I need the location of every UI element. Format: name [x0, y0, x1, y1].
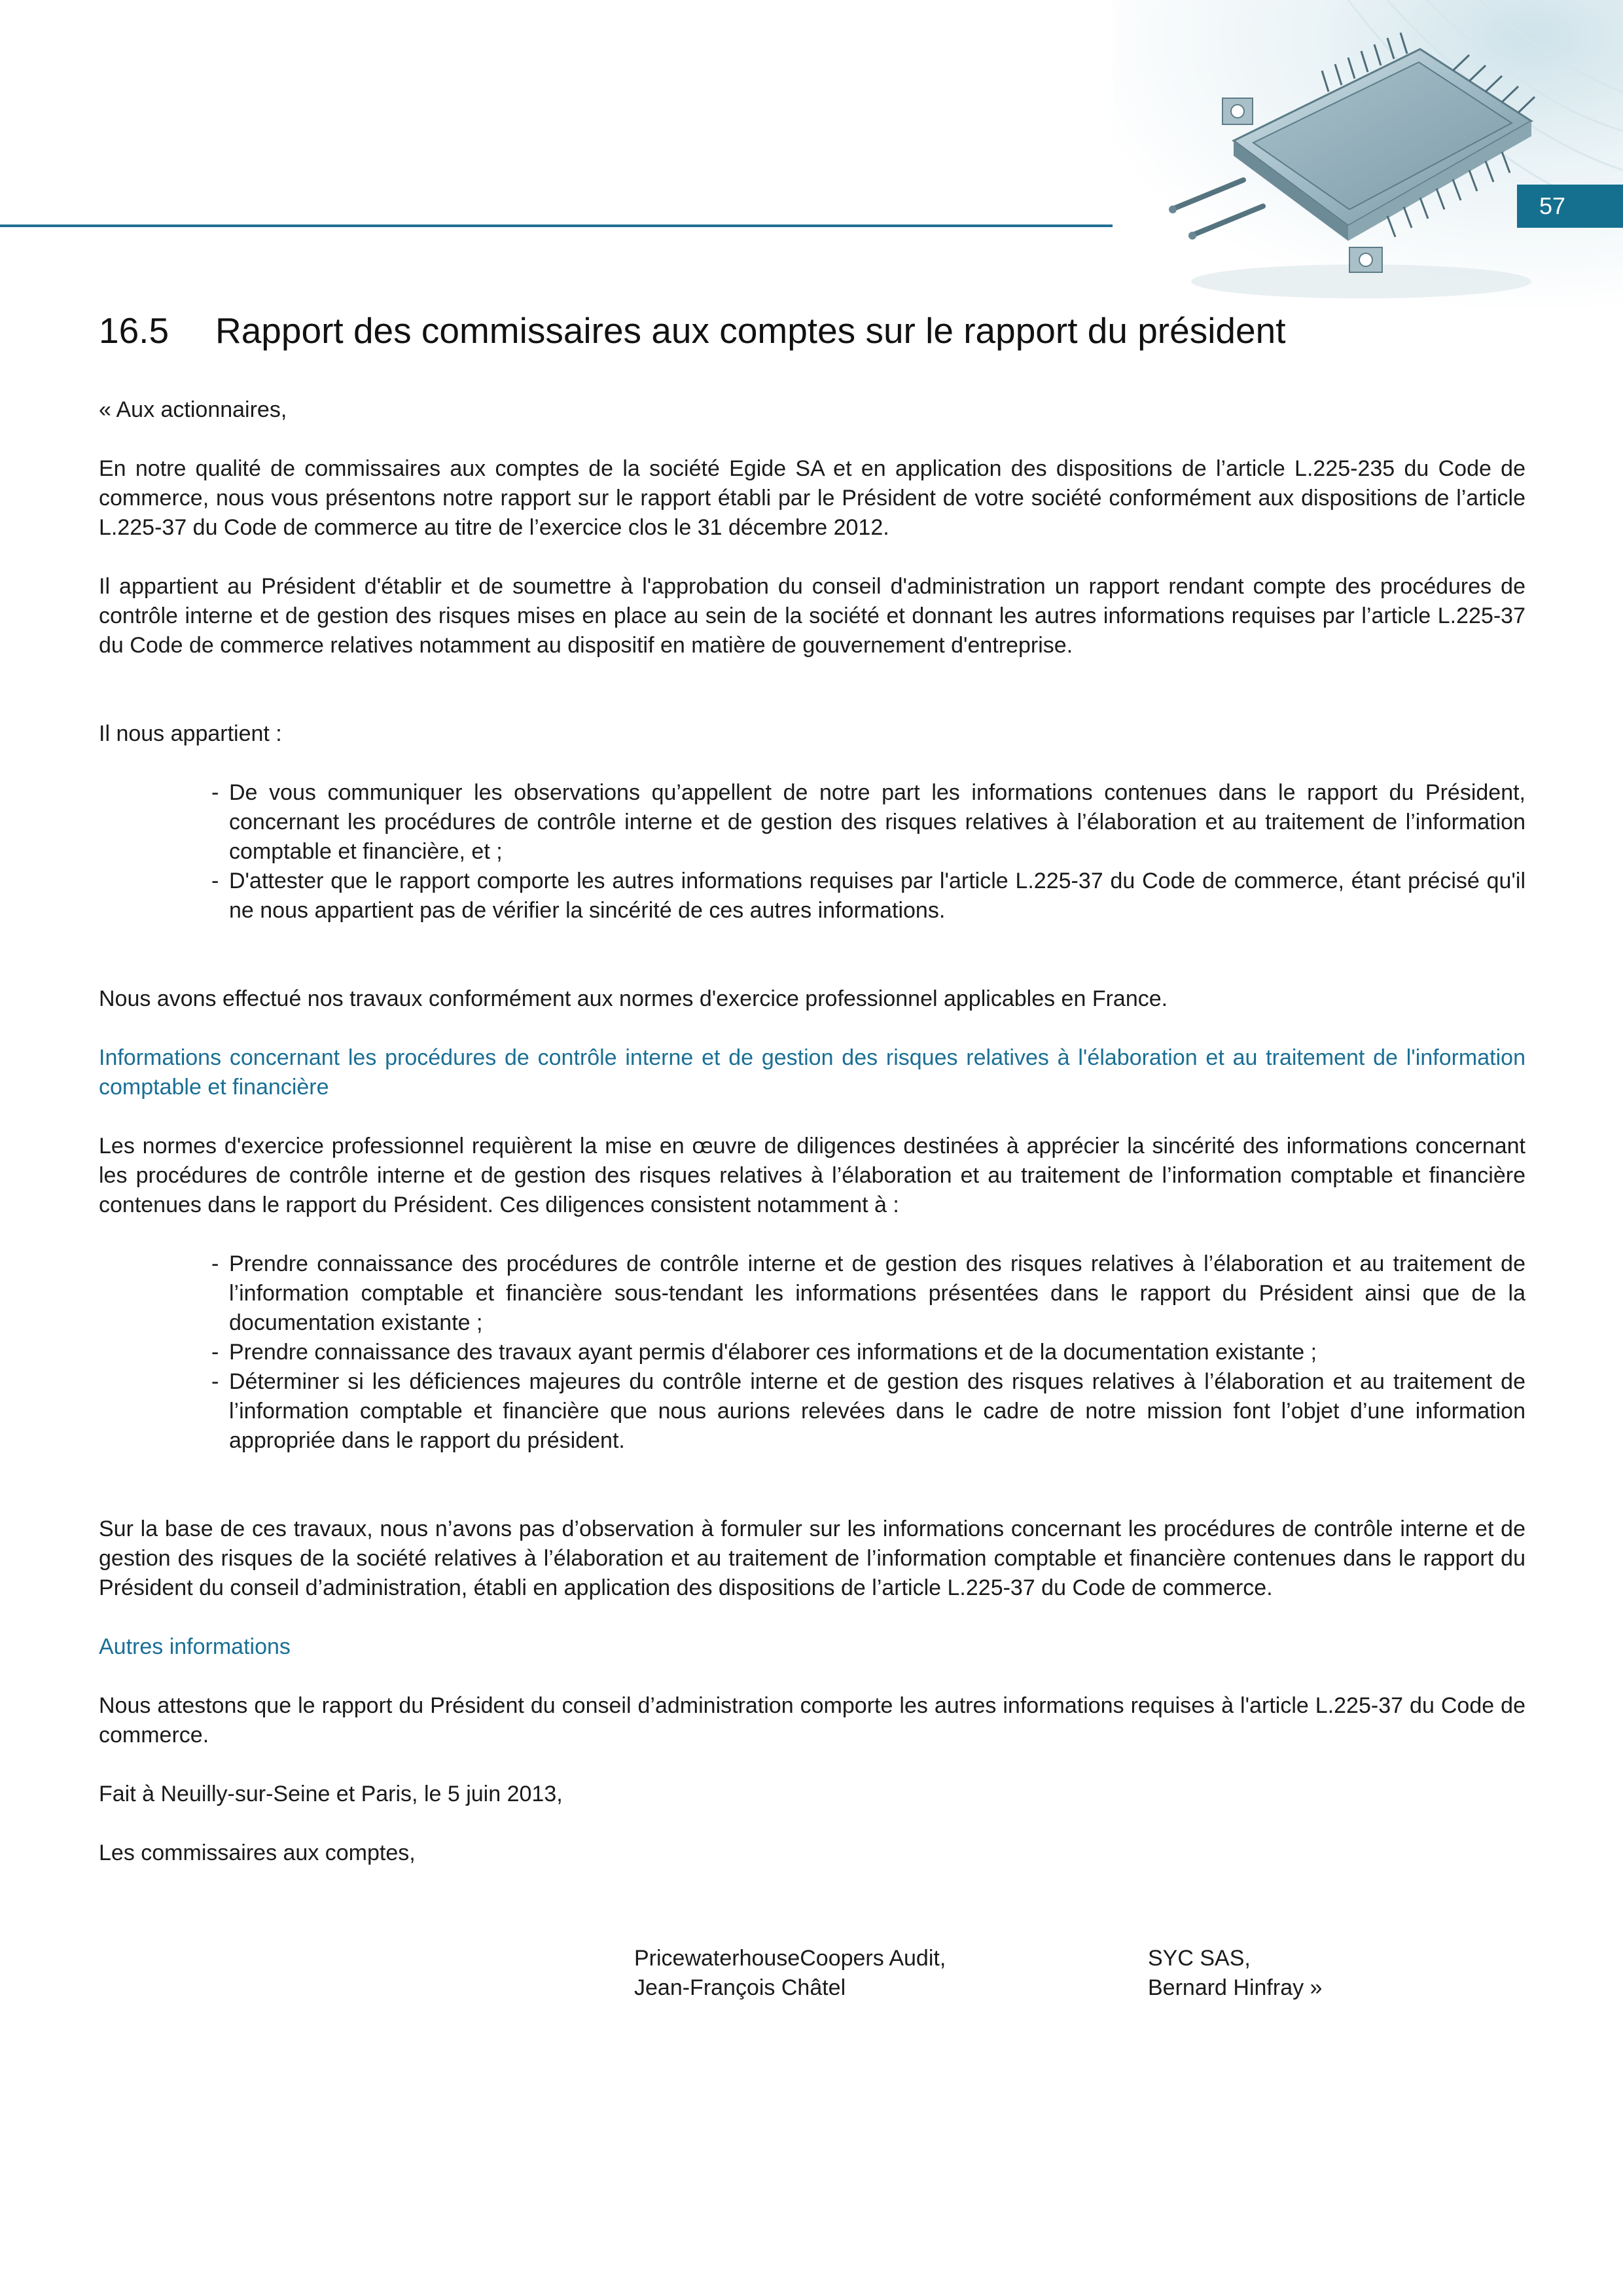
- electronic-package-illustration: [1113, 0, 1623, 308]
- spacer: [99, 955, 1525, 984]
- spacer: [99, 690, 1525, 719]
- signature-person: Bernard Hinfray »: [1148, 1975, 1323, 2000]
- signature-firm: SYC SAS,: [1148, 1946, 1251, 1971]
- responsibilities-list: [99, 778, 1525, 925]
- page-number: 57: [1517, 185, 1623, 228]
- report-content: [99, 308, 1525, 2036]
- closing-line: Les commissaires aux comptes,: [99, 1840, 416, 1865]
- paragraph-diligences: Les normes d'exercice professionnel requièrent la mise en œuvre de diligences destinées à apprécier la sincérité des informations concernant les procédures de contrôle interne et de gestion des risques relatives à l’élaboration et au traitement de l’information comptable et financière contenues dans le rapport du Président. Ces diligences consistent notamment à :: [99, 1134, 1525, 1217]
- paragraph-qualite: En notre qualité de commissaires aux comptes de la société Egide SA et en application des dispositions de l’article L.225-235 du Code de commerce, nous vous présentons notre rapport sur le rapport établi par le Président de votre société conformément aux dispositions de l’article L.225-37 du Code de commerce au titre de l’exercice clos le 31 décembre 2012.: [99, 456, 1525, 540]
- paragraph-normes: Nous avons effectué nos travaux conformément aux normes d'exercice professionnel applicables en France.: [99, 986, 1168, 1011]
- subheading-controle-interne: Informations concernant les procédures de contrôle interne et de gestion des risques relatives à l'élaboration et au traitement de l'information comptable et financière: [99, 1045, 1525, 1100]
- list-item: - D'attester que le rapport comporte les autres informations requises par l'article L.225-37 du Code de commerce, étant précisé qu'il ne nous appartient pas de vérifier la sincérité de ces autres informations.: [211, 867, 1525, 925]
- subheading-autres-informations: Autres informations: [99, 1634, 291, 1659]
- signature-firm: PricewaterhouseCoopers Audit,: [634, 1946, 946, 1971]
- paragraph-president-role: Il appartient au Président d'établir et de soumettre à l'approbation du conseil d'administration un rapport rendant compte des procédures de contrôle interne et de gestion des risques mises en place au sein de la société et donnant les autres informations requises par l’article L.225-37 du Code de commerce relatives notamment au dispositif en matière de gouvernement d'entreprise.: [99, 574, 1525, 658]
- list-item: - De vous communiquer les observations qu’appellent de notre part les informations contenues dans le rapport du Président, concernant les procédures de contrôle interne et de gestion des risques relatives à l’élaboration et au traitement de l’information comptable et financière, et ;: [211, 778, 1525, 867]
- diligences-list: [99, 1249, 1525, 1456]
- section-title: Rapport des commissaires aux comptes sur le rapport du président: [215, 310, 1286, 351]
- header-component-image: [1113, 0, 1623, 308]
- section-heading: [99, 308, 1525, 353]
- salutation: « Aux actionnaires,: [99, 397, 287, 422]
- list-item: - Prendre connaissance des procédures de contrôle interne et de gestion des risques relatives à l’élaboration et au traitement de l’information comptable et financière sous-tendant les informations présentées dans le rapport du Président ainsi que de la documentation existante ;: [211, 1249, 1525, 1338]
- list-item: - Déterminer si les déficiences majeures du contrôle interne et de gestion des risques relatives à l’élaboration et au traitement de l’information comptable et financière que nous aurions relevées dans le cadre de notre mission font l’objet d’une information appropriée dans le rapport du président.: [211, 1367, 1525, 1456]
- section-number: 16.5: [99, 310, 169, 351]
- paragraph-conclusion: Sur la base de ces travaux, nous n’avons pas d’observation à formuler sur les informations concernant les procédures de contrôle interne et de gestion des risques de la société relatives à l’élaboration et au traitement de l’information comptable et financière contenues dans le rapport du Président du conseil d’administration, établi en application des dispositions de l’article L.225-37 du Code de commerce.: [99, 1516, 1525, 1600]
- paragraph-attestation: Nous attestons que le rapport du Président du conseil d’administration comporte les autres informations requises à l'article L.225-37 du Code de commerce.: [99, 1693, 1525, 1748]
- list-item: - Prendre connaissance des travaux ayant permis d'élaborer ces informations et de la documentation existante ;: [211, 1338, 1525, 1367]
- header-rule: [0, 224, 1113, 227]
- signature-block: [99, 1944, 1525, 2036]
- paragraph-il-nous-appartient: Il nous appartient :: [99, 721, 282, 746]
- signature-person: Jean-François Châtel: [634, 1975, 846, 2000]
- place-date: Fait à Neuilly-sur-Seine et Paris, le 5 juin 2013,: [99, 1782, 563, 1806]
- signature-pwc: [634, 1944, 946, 2003]
- signature-syc: [1148, 1944, 1322, 2003]
- spacer: [99, 1485, 1525, 1515]
